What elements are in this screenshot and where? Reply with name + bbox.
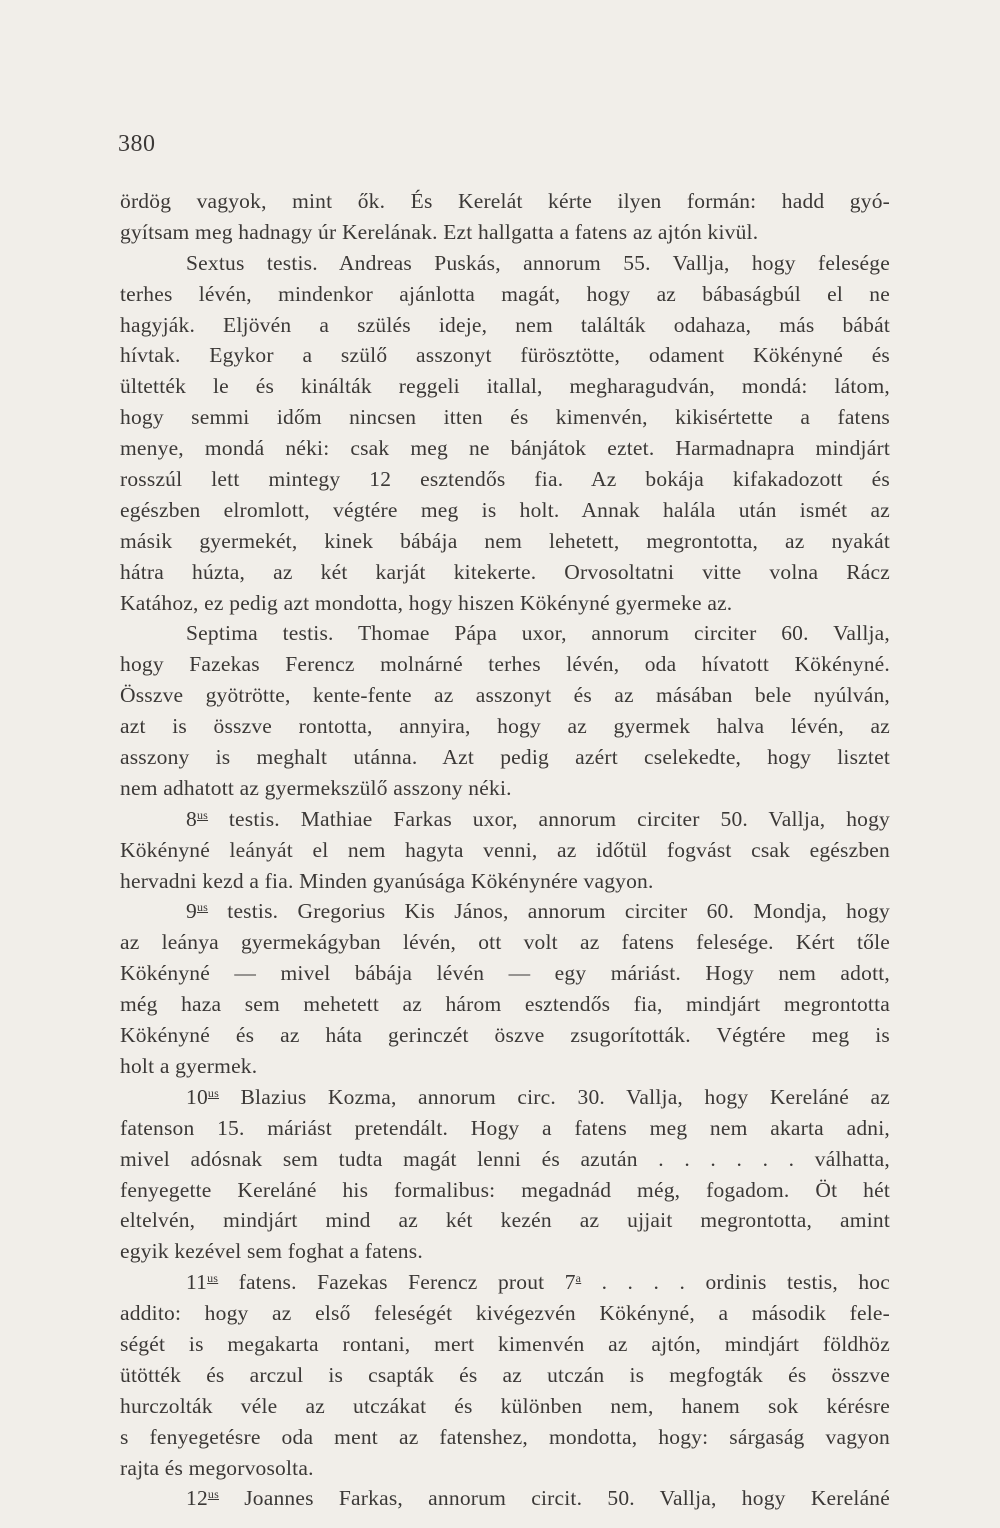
text-line — [120, 557, 890, 588]
text-line — [120, 1051, 890, 1082]
ordinal-superscript: us — [207, 1487, 219, 1502]
text-run: gyítsam meg hadnagy úr Kerelának. Ezt hallgatta a fatens az ajtón kivül. — [120, 219, 759, 244]
text-run: s fenyegetésre oda ment az fatenshez, mondotta, hogy: sárgaság vagyon — [120, 1424, 890, 1449]
text-run: fatenson 15. máriást pretendált. Hogy a fatens meg nem akarta adni, — [120, 1115, 890, 1140]
text-run: hurczolták véle az utczákat és különben nem, hanem sok kérésre — [120, 1393, 890, 1418]
text-run: ütötték és arczul is csapták és az utczán is megfogták és összve — [120, 1362, 890, 1387]
text-run: menye, mondá néki: csak meg ne bánjátok eztet. Harmadnapra mindjárt — [120, 436, 890, 461]
text-run: 10 — [186, 1084, 208, 1109]
text-line — [120, 248, 890, 279]
text-run: testis. Gregorius Kis János, annorum circiter 60. Mondja, hogy — [208, 899, 890, 924]
text-run: rosszúl lett mintegy 12 esztendős fia. Az bokája kifakadozott és — [120, 467, 890, 492]
text-run: testis. Mathiae Farkas uxor, annorum circiter 50. Vallja, hogy — [208, 806, 890, 831]
ordinal-superscript: us — [196, 900, 209, 915]
text-run: Kökényné leányát el nem hagyta venni, az időtül fogvást csak egészben — [120, 837, 890, 862]
text-line — [120, 1236, 890, 1267]
text-run: Joannes Farkas, annorum circit. 50. Vallja, hogy Kereláné — [218, 1486, 890, 1511]
text-run: fenyegette Kereláné his formalibus: megadnád még, fogadom. Öt hét — [120, 1177, 890, 1202]
text-line — [120, 1422, 890, 1453]
ordinal-superscript: a — [575, 1271, 582, 1286]
text-run: 8 — [186, 806, 197, 831]
text-run: mivel adósnak sem tudta magát lenni és azután . . . . . . válhatta, — [120, 1146, 890, 1171]
text-line — [120, 1144, 890, 1175]
text-run: rajta és megorvosolta. — [120, 1455, 314, 1480]
text-line — [120, 742, 890, 773]
text-run: 12 — [186, 1486, 208, 1511]
text-run: asszony is meghalt utánna. Azt pedig azért cselekedte, hogy lisztet — [120, 745, 890, 770]
text-line — [120, 402, 890, 433]
text-line — [120, 989, 890, 1020]
ordinal-superscript: us — [207, 1271, 219, 1286]
ordinal-superscript: us — [207, 1085, 219, 1100]
text-line — [120, 1360, 890, 1391]
text-line — [120, 1020, 890, 1051]
text-run: hogy Fazekas Ferencz molnárné terhes lévén, oda hívatott Kökényné. — [120, 652, 890, 677]
text-run: Katához, ez pedig azt mondotta, hogy hiszen Kökényné gyermeke az. — [120, 590, 733, 615]
text-run: Összve gyötrötte, kente-fente az asszonyt és az másában bele nyúlván, — [120, 683, 890, 708]
text-line — [120, 1483, 890, 1514]
text-run: az leánya gyermekágyban lévén, ott volt az fatens felesége. Kért tőle — [120, 930, 890, 955]
text-line — [120, 680, 890, 711]
text-run: holt a gyermek. — [120, 1053, 258, 1078]
text-run: még haza sem mehetett az három esztendős fia, mindjárt megrontotta — [120, 992, 890, 1017]
text-line — [120, 1453, 890, 1484]
text-run: nem adhatott az gyermekszülő asszony néki. — [120, 775, 512, 800]
text-run: egészben elromlott, végtére meg is holt. Annak halála után ismét az — [120, 497, 890, 522]
text-line — [120, 711, 890, 742]
text-line — [120, 1329, 890, 1360]
text-run: másik gyermekét, kinek bábája nem lehetett, megrontotta, az nyakát — [120, 528, 890, 553]
text-run: Kökényné és az háta gerinczét öszve zsugorították. Végtére meg is — [120, 1023, 890, 1048]
text-run: Blazius Kozma, annorum circ. 30. Vallja, hogy Kereláné az — [218, 1084, 890, 1109]
text-line — [120, 464, 890, 495]
text-line — [120, 804, 890, 835]
text-line — [120, 279, 890, 310]
text-line — [120, 1391, 890, 1422]
text-line — [120, 371, 890, 402]
text-line — [120, 773, 890, 804]
text-run: ördög vagyok, mint ők. És Kerelát kérte ilyen formán: hadd gyó- — [120, 189, 890, 213]
text-line — [120, 958, 890, 989]
text-run: hátra húzta, az két karját kitekerte. Orvosoltatni vitte volna Rácz — [120, 559, 890, 584]
text-line — [120, 526, 890, 557]
text-line — [120, 1113, 890, 1144]
text-run: hívtak. Egykor a szülő asszonyt fürösztötte, odament Kökényné és — [120, 343, 890, 368]
text-line — [120, 927, 890, 958]
text-line — [120, 866, 890, 897]
text-run: azt is összve rontotta, annyira, hogy az gyermek halva lévén, az — [120, 714, 890, 739]
text-run: Sextus testis. Andreas Puskás, annorum 55. Vallja, hogy felesége — [186, 250, 890, 275]
text-run: ültették le és kinálták reggeli itallal, megharagudván, mondá: látom, — [120, 374, 890, 399]
text-run: fatens. Fazekas Ferencz prout 7 — [218, 1270, 576, 1295]
text-run: ségét is megakarta rontani, mert kimenvén az ajtón, mindjárt földhöz — [120, 1331, 890, 1356]
text-run: eltelvén, mindjárt mind az két kezén az ujjait megrontotta, amint — [120, 1208, 890, 1233]
text-line — [120, 1175, 890, 1206]
body-text — [120, 186, 890, 1514]
text-run: . . . . ordinis testis, hoc — [581, 1270, 890, 1295]
text-run: Septima testis. Thomae Pápa uxor, annorum circiter 60. Vallja, — [186, 621, 890, 646]
page-number: 380 — [118, 131, 156, 157]
text-line — [120, 310, 890, 341]
text-run: hogy semmi időm nincsen itten és kimenvén, kikisértette a fatens — [120, 405, 890, 430]
text-line — [120, 433, 890, 464]
text-line — [120, 340, 890, 371]
text-line — [120, 896, 890, 927]
text-line — [120, 588, 890, 619]
text-line — [120, 1082, 890, 1113]
text-run: addito: hogy az első feleségét kivégezvén Kökényné, a második fele- — [120, 1301, 890, 1326]
text-line — [120, 1205, 890, 1236]
text-line — [120, 649, 890, 680]
text-line — [120, 1298, 890, 1329]
text-line — [120, 618, 890, 649]
text-line — [120, 217, 890, 248]
text-run: terhes lévén, mindenkor ajánlotta magát, hogy az bábaságbúl el ne — [120, 281, 890, 306]
text-run: 9 — [186, 899, 197, 924]
ordinal-superscript: us — [196, 807, 209, 822]
text-run: egyik kezével sem foghat a fatens. — [120, 1239, 423, 1264]
text-run: Kökényné — mivel bábája lévén — egy máriást. Hogy nem adott, — [120, 961, 890, 986]
text-run: hervadni kezd a fia. Minden gyanúsága Kökénynére vagyon. — [120, 868, 654, 893]
text-line — [120, 1267, 890, 1298]
text-line — [120, 835, 890, 866]
text-run: 11 — [186, 1270, 208, 1295]
text-run: hagyják. Eljövén a szülés ideje, nem találták odahaza, más bábát — [120, 312, 890, 337]
text-line — [120, 186, 890, 217]
text-line — [120, 495, 890, 526]
